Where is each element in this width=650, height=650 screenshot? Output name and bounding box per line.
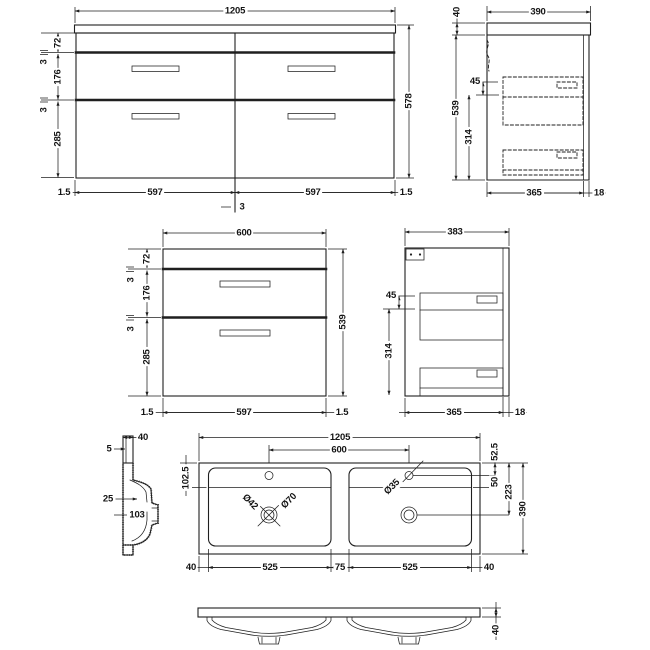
dim-overflow-diameter [278, 490, 301, 513]
dim-gap [125, 276, 137, 284]
dim-overall-depth [517, 500, 529, 518]
svg-text:525: 525 [262, 562, 278, 573]
drawer-box [420, 368, 503, 396]
dim-center-gap [238, 201, 246, 213]
dim-front-edge [180, 464, 192, 491]
svg-text:285: 285 [141, 349, 153, 365]
svg-text:18: 18 [514, 407, 526, 418]
front-view-1200-unit [38, 5, 415, 213]
side-view-600-unit [383, 226, 527, 419]
tap-hole-left [265, 472, 273, 480]
drawer-handle [557, 152, 577, 158]
dim-overall-height [337, 313, 349, 331]
dim-overall-width [328, 432, 352, 444]
dimension-lines [126, 229, 349, 417]
dim-drawer1 [52, 68, 64, 86]
svg-text:3: 3 [38, 59, 50, 65]
bowl-profile-left [207, 617, 331, 644]
dim-gap [125, 325, 137, 333]
svg-text:597: 597 [147, 187, 163, 198]
dim-drawer-zone [463, 127, 475, 146]
dim-drawer-zone [383, 341, 395, 360]
dim-body-depth [445, 407, 464, 419]
svg-text:314: 314 [463, 129, 475, 145]
svg-text:40: 40 [490, 624, 502, 636]
basin-front-profile [198, 602, 502, 644]
svg-text:Ø35: Ø35 [381, 476, 403, 498]
svg-text:Ø70: Ø70 [278, 490, 300, 512]
dim-bowl-width [261, 562, 280, 574]
svg-text:525: 525 [402, 562, 418, 573]
dim-front-thickness [513, 407, 526, 419]
wall-bracket [406, 249, 424, 260]
dim-overall-height [403, 92, 415, 110]
dim-bowl-width [401, 562, 420, 574]
drawer-handle [557, 82, 577, 88]
dim-edge [139, 407, 156, 419]
dim-bowl-depth [128, 509, 146, 521]
svg-text:1.5: 1.5 [140, 407, 154, 418]
dim-edge [398, 187, 415, 199]
dim-tap-centres [330, 444, 348, 456]
dim-depth [446, 226, 464, 238]
svg-text:72: 72 [141, 253, 153, 265]
dim-top-band [52, 36, 64, 49]
svg-text:600: 600 [331, 444, 347, 456]
svg-text:285: 285 [52, 131, 64, 147]
drawer-handle [477, 370, 497, 377]
svg-text:539: 539 [450, 100, 462, 116]
dim-tap-offset [489, 441, 501, 463]
dim-waste-offset [503, 483, 515, 501]
drawer-handle [477, 296, 497, 303]
dim-height [450, 99, 462, 117]
drawer-box-hidden [503, 77, 583, 125]
svg-text:578: 578 [403, 93, 415, 109]
svg-text:3: 3 [239, 201, 245, 213]
waste-outlet-right [401, 507, 417, 523]
svg-text:40: 40 [451, 6, 463, 18]
basin-foot [123, 545, 133, 555]
drawer-handle [220, 281, 270, 287]
dim-slab-thickness [490, 623, 502, 636]
drawer-handle [132, 114, 179, 120]
dimension-lines [40, 7, 414, 207]
svg-text:52.5: 52.5 [489, 443, 501, 461]
dim-span [235, 407, 253, 419]
dim-edge [334, 407, 351, 419]
dim-tap-to-bowl [489, 475, 501, 488]
dim-margin [184, 562, 197, 574]
waste-outlet-left [258, 504, 280, 526]
svg-text:1205: 1205 [224, 5, 246, 17]
basin-slab [198, 608, 480, 617]
svg-text:3: 3 [38, 107, 50, 113]
drawer-handle [132, 66, 179, 72]
drawer-handle [288, 66, 335, 72]
front-view-600-unit [125, 227, 351, 419]
dim-edge [56, 187, 73, 199]
dim-taphole-diameter [381, 475, 405, 499]
upstand [123, 436, 133, 463]
dim-span [304, 187, 322, 199]
dim-front-thickness [592, 187, 605, 199]
svg-text:Ø42: Ø42 [239, 491, 261, 513]
svg-text:390: 390 [530, 6, 546, 18]
cabinet-outline [405, 248, 509, 396]
side-view-1200-unit [450, 5, 606, 199]
svg-text:3: 3 [125, 277, 137, 283]
dim-top-band [141, 252, 153, 265]
svg-text:383: 383 [447, 226, 463, 238]
svg-text:539: 539 [337, 314, 349, 330]
dim-clearance [468, 76, 482, 88]
svg-text:18: 18 [593, 187, 605, 199]
dim-waste-diameter [239, 491, 262, 514]
drawer-box-hidden [503, 150, 583, 175]
dim-body-depth [525, 187, 544, 199]
svg-text:40: 40 [483, 562, 495, 573]
drawer-handle [220, 330, 270, 336]
worktop [75, 25, 396, 33]
dim-bowl-gap [333, 562, 347, 574]
svg-text:1.5: 1.5 [399, 187, 413, 198]
svg-text:176: 176 [52, 69, 64, 85]
dim-overall-width [235, 227, 253, 239]
svg-text:1.5: 1.5 [57, 187, 71, 198]
basin-section-detail [101, 432, 158, 556]
svg-text:1205: 1205 [329, 432, 351, 443]
worktop [487, 23, 591, 35]
drawer-box [420, 293, 503, 340]
dim-span [146, 187, 164, 199]
svg-text:40: 40 [185, 562, 197, 573]
dim-worktop-thickness [451, 5, 463, 18]
svg-text:600: 600 [236, 227, 252, 239]
dim-drawer1 [141, 284, 153, 302]
basin-plan-view [180, 432, 529, 574]
dim-margin [482, 562, 495, 574]
dim-gap [38, 58, 50, 66]
svg-text:176: 176 [141, 285, 153, 301]
svg-text:3: 3 [125, 326, 137, 332]
svg-text:103: 103 [129, 509, 145, 521]
cabinet-outline [163, 249, 326, 396]
dim-inset [101, 493, 115, 505]
dim-lip [105, 443, 114, 455]
svg-text:72: 72 [52, 37, 64, 49]
svg-text:1.5: 1.5 [335, 407, 349, 418]
svg-text:597: 597 [236, 407, 252, 418]
dim-drawer2 [52, 129, 64, 148]
svg-text:597: 597 [305, 187, 321, 198]
basin-rim-profile [123, 463, 158, 545]
svg-text:50: 50 [489, 476, 501, 488]
dim-depth [529, 6, 547, 18]
dim-gap [38, 106, 50, 114]
bowl-profile-right [347, 617, 471, 644]
svg-text:223: 223 [503, 484, 515, 500]
dimension-lines [180, 433, 528, 572]
svg-text:45: 45 [385, 290, 397, 301]
dim-overall-width [223, 5, 247, 17]
dim-drawer2 [141, 347, 153, 366]
drawer-handle [288, 114, 335, 120]
svg-text:365: 365 [526, 187, 542, 199]
svg-text:40: 40 [137, 432, 149, 443]
dimension-lines [112, 438, 149, 516]
svg-text:314: 314 [383, 343, 395, 359]
svg-text:365: 365 [446, 407, 462, 418]
basin-outline [199, 463, 480, 554]
svg-text:25: 25 [102, 493, 114, 505]
dim-rim-width [136, 432, 149, 444]
svg-text:45: 45 [469, 76, 481, 87]
dim-clearance [384, 290, 398, 302]
svg-text:5: 5 [106, 443, 112, 455]
svg-text:75: 75 [334, 562, 346, 573]
svg-text:390: 390 [517, 501, 529, 517]
svg-text:102.5: 102.5 [180, 466, 192, 490]
